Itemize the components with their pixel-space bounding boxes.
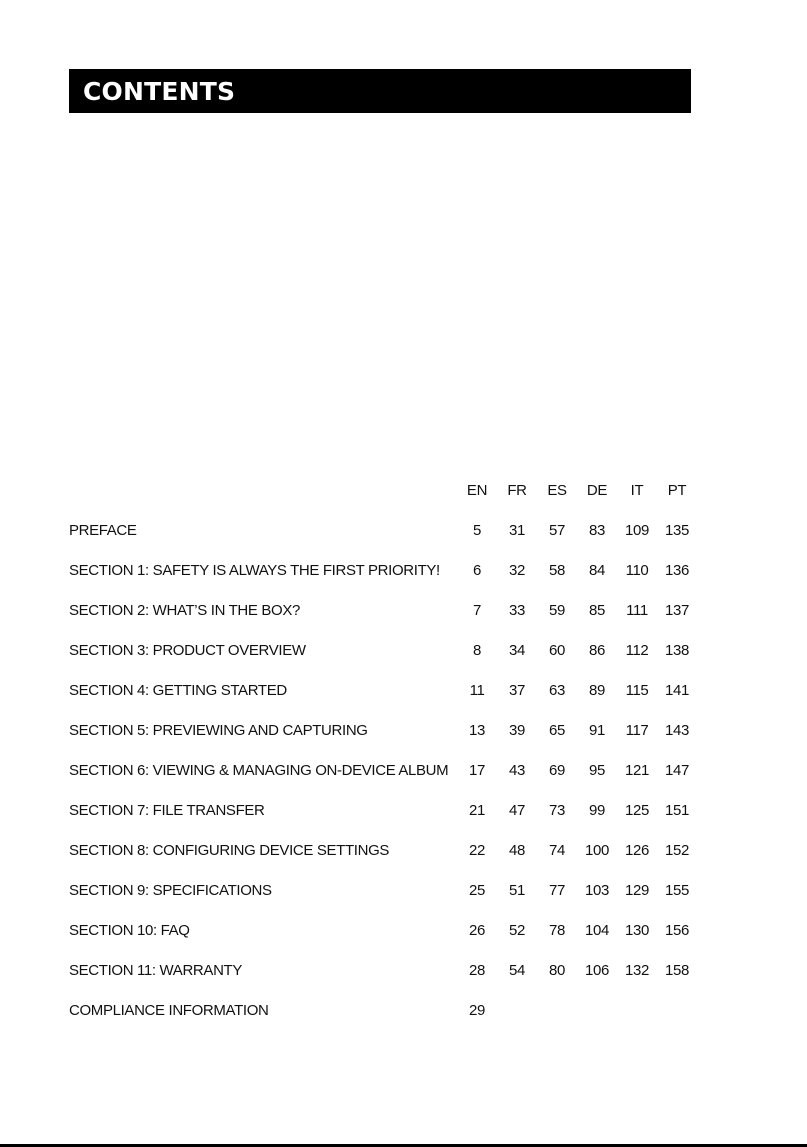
toc-entry-row[interactable]: [69, 790, 699, 830]
toc-entry-row[interactable]: [69, 590, 699, 630]
page-number-en[interactable]: 5: [473, 521, 481, 539]
page-number-pt[interactable]: 156: [665, 921, 689, 939]
toc-entry-row[interactable]: [69, 990, 699, 1030]
page-number-pt[interactable]: 147: [665, 761, 689, 779]
page-number-es[interactable]: 73: [549, 801, 565, 819]
page-number-it[interactable]: 126: [625, 841, 649, 859]
toc-entry-label[interactable]: SECTION 8: CONFIGURING DEVICE SETTINGS: [69, 841, 390, 859]
page-number-fr[interactable]: 31: [509, 521, 525, 539]
page-number-en[interactable]: 8: [473, 641, 481, 659]
page-number-en[interactable]: 17: [469, 761, 485, 779]
page-number-en[interactable]: 29: [469, 1001, 485, 1019]
page-number-it[interactable]: 130: [625, 921, 649, 939]
page-number-es[interactable]: 59: [549, 601, 565, 619]
page-number-es[interactable]: 74: [549, 841, 565, 859]
toc-entry-label[interactable]: SECTION 6: VIEWING & MANAGING ON-DEVICE ALBUM: [69, 761, 449, 779]
page-number-en[interactable]: 25: [469, 881, 485, 899]
toc-entry-label[interactable]: SECTION 4: GETTING STARTED: [69, 681, 287, 699]
page-number-pt[interactable]: 158: [665, 961, 689, 979]
page-number-en[interactable]: 11: [469, 681, 485, 699]
page-number-fr[interactable]: 47: [509, 801, 525, 819]
page-number-it[interactable]: 115: [625, 681, 649, 699]
language-code-es: ES: [547, 482, 567, 499]
page-number-de[interactable]: 84: [589, 561, 605, 579]
contents-title-bar: [69, 69, 691, 113]
toc-entry-row[interactable]: [69, 670, 699, 710]
page-number-es[interactable]: 63: [549, 681, 565, 699]
toc-entry-row[interactable]: [69, 750, 699, 790]
page-number-it[interactable]: 129: [625, 881, 649, 899]
toc-entry-row[interactable]: [69, 550, 699, 590]
toc-entry-row[interactable]: [69, 870, 699, 910]
page-number-es[interactable]: 65: [549, 721, 565, 739]
toc-entry-row[interactable]: [69, 630, 699, 670]
page-title: CONTENTS: [83, 76, 236, 106]
page-number-it[interactable]: 125: [625, 801, 649, 819]
page-number-pt[interactable]: 141: [665, 681, 689, 699]
page-number-de[interactable]: 89: [589, 681, 605, 699]
page-number-it[interactable]: 121: [625, 761, 649, 779]
toc-entry-row[interactable]: [69, 910, 699, 950]
page-number-de[interactable]: 91: [589, 721, 605, 739]
toc-entry-label[interactable]: SECTION 3: PRODUCT OVERVIEW: [69, 641, 306, 659]
page-number-pt[interactable]: 135: [665, 521, 689, 539]
page-number-pt[interactable]: 143: [665, 721, 689, 739]
toc-entry-label[interactable]: SECTION 10: FAQ: [69, 921, 190, 939]
page-number-de[interactable]: 103: [585, 881, 609, 899]
page-number-es[interactable]: 77: [549, 881, 565, 899]
toc-entry-label[interactable]: SECTION 2: WHAT’S IN THE BOX?: [69, 601, 301, 619]
toc-entry-label[interactable]: SECTION 5: PREVIEWING AND CAPTURING: [69, 721, 368, 739]
page-number-fr[interactable]: 52: [509, 921, 525, 939]
page-number-en[interactable]: 13: [469, 721, 485, 739]
page-number-de[interactable]: 85: [589, 601, 605, 619]
page-number-pt[interactable]: 155: [665, 881, 689, 899]
page-number-de[interactable]: 100: [585, 841, 609, 859]
page-number-fr[interactable]: 37: [509, 681, 525, 699]
page-number-es[interactable]: 57: [549, 521, 565, 539]
page-number-es[interactable]: 78: [549, 921, 565, 939]
page-number-it[interactable]: 117: [625, 721, 649, 739]
page-number-pt[interactable]: 136: [665, 561, 689, 579]
toc-entry-label[interactable]: SECTION 1: SAFETY IS ALWAYS THE FIRST PRIORITY!: [69, 561, 440, 579]
page-number-pt[interactable]: 137: [665, 601, 689, 619]
table-of-contents: [69, 476, 699, 1030]
page-number-de[interactable]: 95: [589, 761, 605, 779]
page-number-de[interactable]: 83: [589, 521, 605, 539]
page-number-fr[interactable]: 33: [509, 601, 525, 619]
toc-entry-label[interactable]: SECTION 9: SPECIFICATIONS: [69, 881, 272, 899]
toc-entry-row[interactable]: [69, 950, 699, 990]
page-number-fr[interactable]: 34: [509, 641, 525, 659]
toc-entry-label[interactable]: COMPLIANCE INFORMATION: [69, 1001, 269, 1019]
page-number-en[interactable]: 26: [469, 921, 485, 939]
page-number-fr[interactable]: 32: [509, 561, 525, 579]
page-number-en[interactable]: 7: [473, 601, 481, 619]
toc-entry-row[interactable]: [69, 510, 699, 550]
page-number-fr[interactable]: 51: [509, 881, 525, 899]
page-number-it[interactable]: 109: [625, 521, 649, 539]
language-code-pt: PT: [667, 482, 687, 499]
page-number-pt[interactable]: 138: [665, 641, 689, 659]
language-code-it: IT: [630, 482, 644, 499]
page-number-pt[interactable]: 151: [665, 801, 689, 819]
toc-entry-label[interactable]: SECTION 11: WARRANTY: [69, 961, 243, 979]
page-number-es[interactable]: 60: [549, 641, 565, 659]
page-number-fr[interactable]: 48: [509, 841, 525, 859]
language-code-de: DE: [586, 482, 608, 499]
page-number-de[interactable]: 99: [589, 801, 605, 819]
toc-entry-label[interactable]: PREFACE: [69, 521, 137, 539]
page-number-es[interactable]: 69: [549, 761, 565, 779]
page-number-it[interactable]: 110: [625, 561, 649, 579]
page-number-it[interactable]: 111: [626, 601, 648, 619]
toc-entry-row[interactable]: [69, 710, 699, 750]
page-number-en[interactable]: 6: [473, 561, 481, 579]
toc-entry-label[interactable]: SECTION 7: FILE TRANSFER: [69, 801, 265, 819]
language-code-fr: FR: [507, 482, 527, 499]
page-number-pt[interactable]: 152: [665, 841, 689, 859]
page-number-fr[interactable]: 43: [509, 761, 525, 779]
page-number-it[interactable]: 132: [625, 961, 649, 979]
page-number-en[interactable]: 22: [469, 841, 485, 859]
page-number-de[interactable]: 104: [585, 921, 609, 939]
page-number-de[interactable]: 86: [589, 641, 605, 659]
language-header-row: [69, 476, 699, 505]
page-number-fr[interactable]: 39: [509, 721, 525, 739]
language-code-en: EN: [466, 482, 488, 499]
page-number-en[interactable]: 21: [469, 801, 485, 819]
page-number-es[interactable]: 58: [549, 561, 565, 579]
page-number-de[interactable]: 106: [585, 961, 609, 979]
page-number-fr[interactable]: 54: [509, 961, 525, 979]
page-number-es[interactable]: 80: [549, 961, 565, 979]
page-number-en[interactable]: 28: [469, 961, 485, 979]
toc-entry-row[interactable]: [69, 830, 699, 870]
page-number-it[interactable]: 112: [625, 641, 649, 659]
